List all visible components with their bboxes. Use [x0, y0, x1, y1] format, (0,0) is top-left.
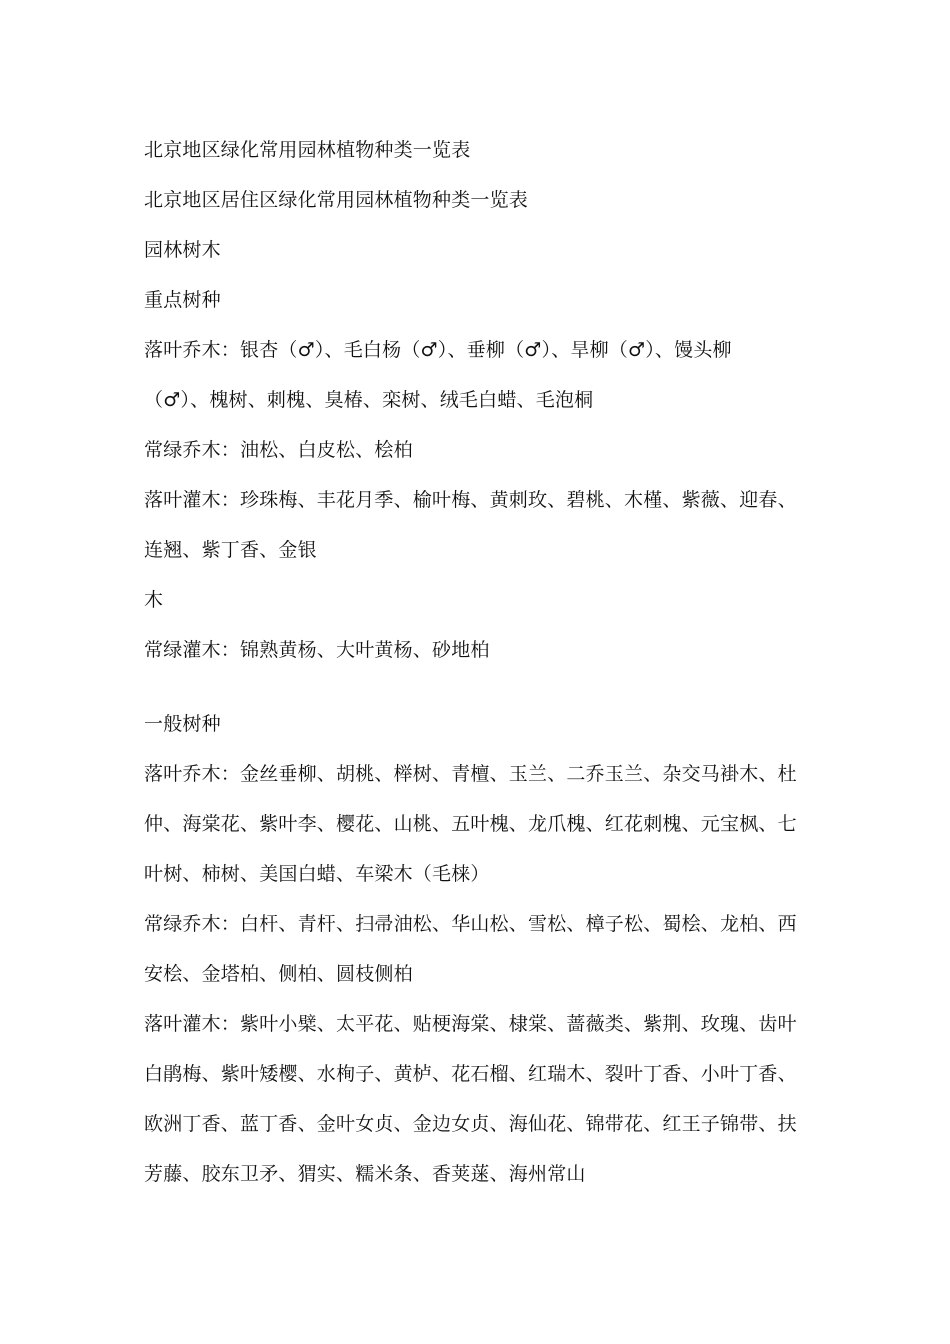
text-line: 欧洲丁香、蓝丁香、金叶女贞、金边女贞、海仙花、锦带花、红王子锦带、扶 [144, 1113, 797, 1135]
text-line: 落叶灌木：紫叶小檗、太平花、贴梗海棠、棣棠、蔷薇类、紫荆、玫瑰、齿叶 [144, 1013, 797, 1035]
section-heading: 园林树木 [144, 239, 221, 261]
subsection-heading: 一般树种 [144, 713, 221, 735]
text-line: 常绿乔木：油松、白皮松、桧柏 [144, 439, 413, 461]
text-line: 叶树、柿树、美国白蜡、车梁木（毛梾） [144, 863, 490, 885]
text-line: 常绿灌木：锦熟黄杨、大叶黄杨、砂地柏 [144, 639, 490, 661]
subsection-heading: 重点树种 [144, 289, 221, 311]
text-line: 落叶灌木：珍珠梅、丰花月季、榆叶梅、黄刺玫、碧桃、木槿、紫薇、迎春、 [144, 489, 797, 511]
text-line: 仲、海棠花、紫叶李、樱花、山桃、五叶槐、龙爪槐、红花刺槐、元宝枫、七 [144, 813, 797, 835]
document-subtitle: 北京地区居住区绿化常用园林植物种类一览表 [144, 189, 529, 211]
text-line: 木 [144, 589, 164, 611]
text-line: 连翘、紫丁香、金银 [144, 539, 317, 561]
text-line: （♂）、槐树、刺槐、臭椿、栾树、绒毛白蜡、毛泡桐 [144, 389, 594, 411]
text-line: 安桧、金塔柏、侧柏、圆枝侧柏 [144, 963, 413, 985]
document-title: 北京地区绿化常用园林植物种类一览表 [144, 139, 471, 161]
text-line: 常绿乔木：白杆、青杆、扫帚油松、华山松、雪松、樟子松、蜀桧、龙柏、西 [144, 913, 797, 935]
text-line: 落叶乔木：金丝垂柳、胡桃、榉树、青檀、玉兰、二乔玉兰、杂交马褂木、杜 [144, 763, 797, 785]
text-line: 落叶乔木：银杏（♂）、毛白杨（♂）、垂柳（♂）、旱柳（♂）、馒头柳 [144, 339, 732, 361]
text-line: 白鹃梅、紫叶矮樱、水栒子、黄栌、花石榴、红瑞木、裂叶丁香、小叶丁香、 [144, 1063, 797, 1085]
text-line: 芳藤、胶东卫矛、猬实、糯米条、香荚蒾、海州常山 [144, 1163, 586, 1185]
